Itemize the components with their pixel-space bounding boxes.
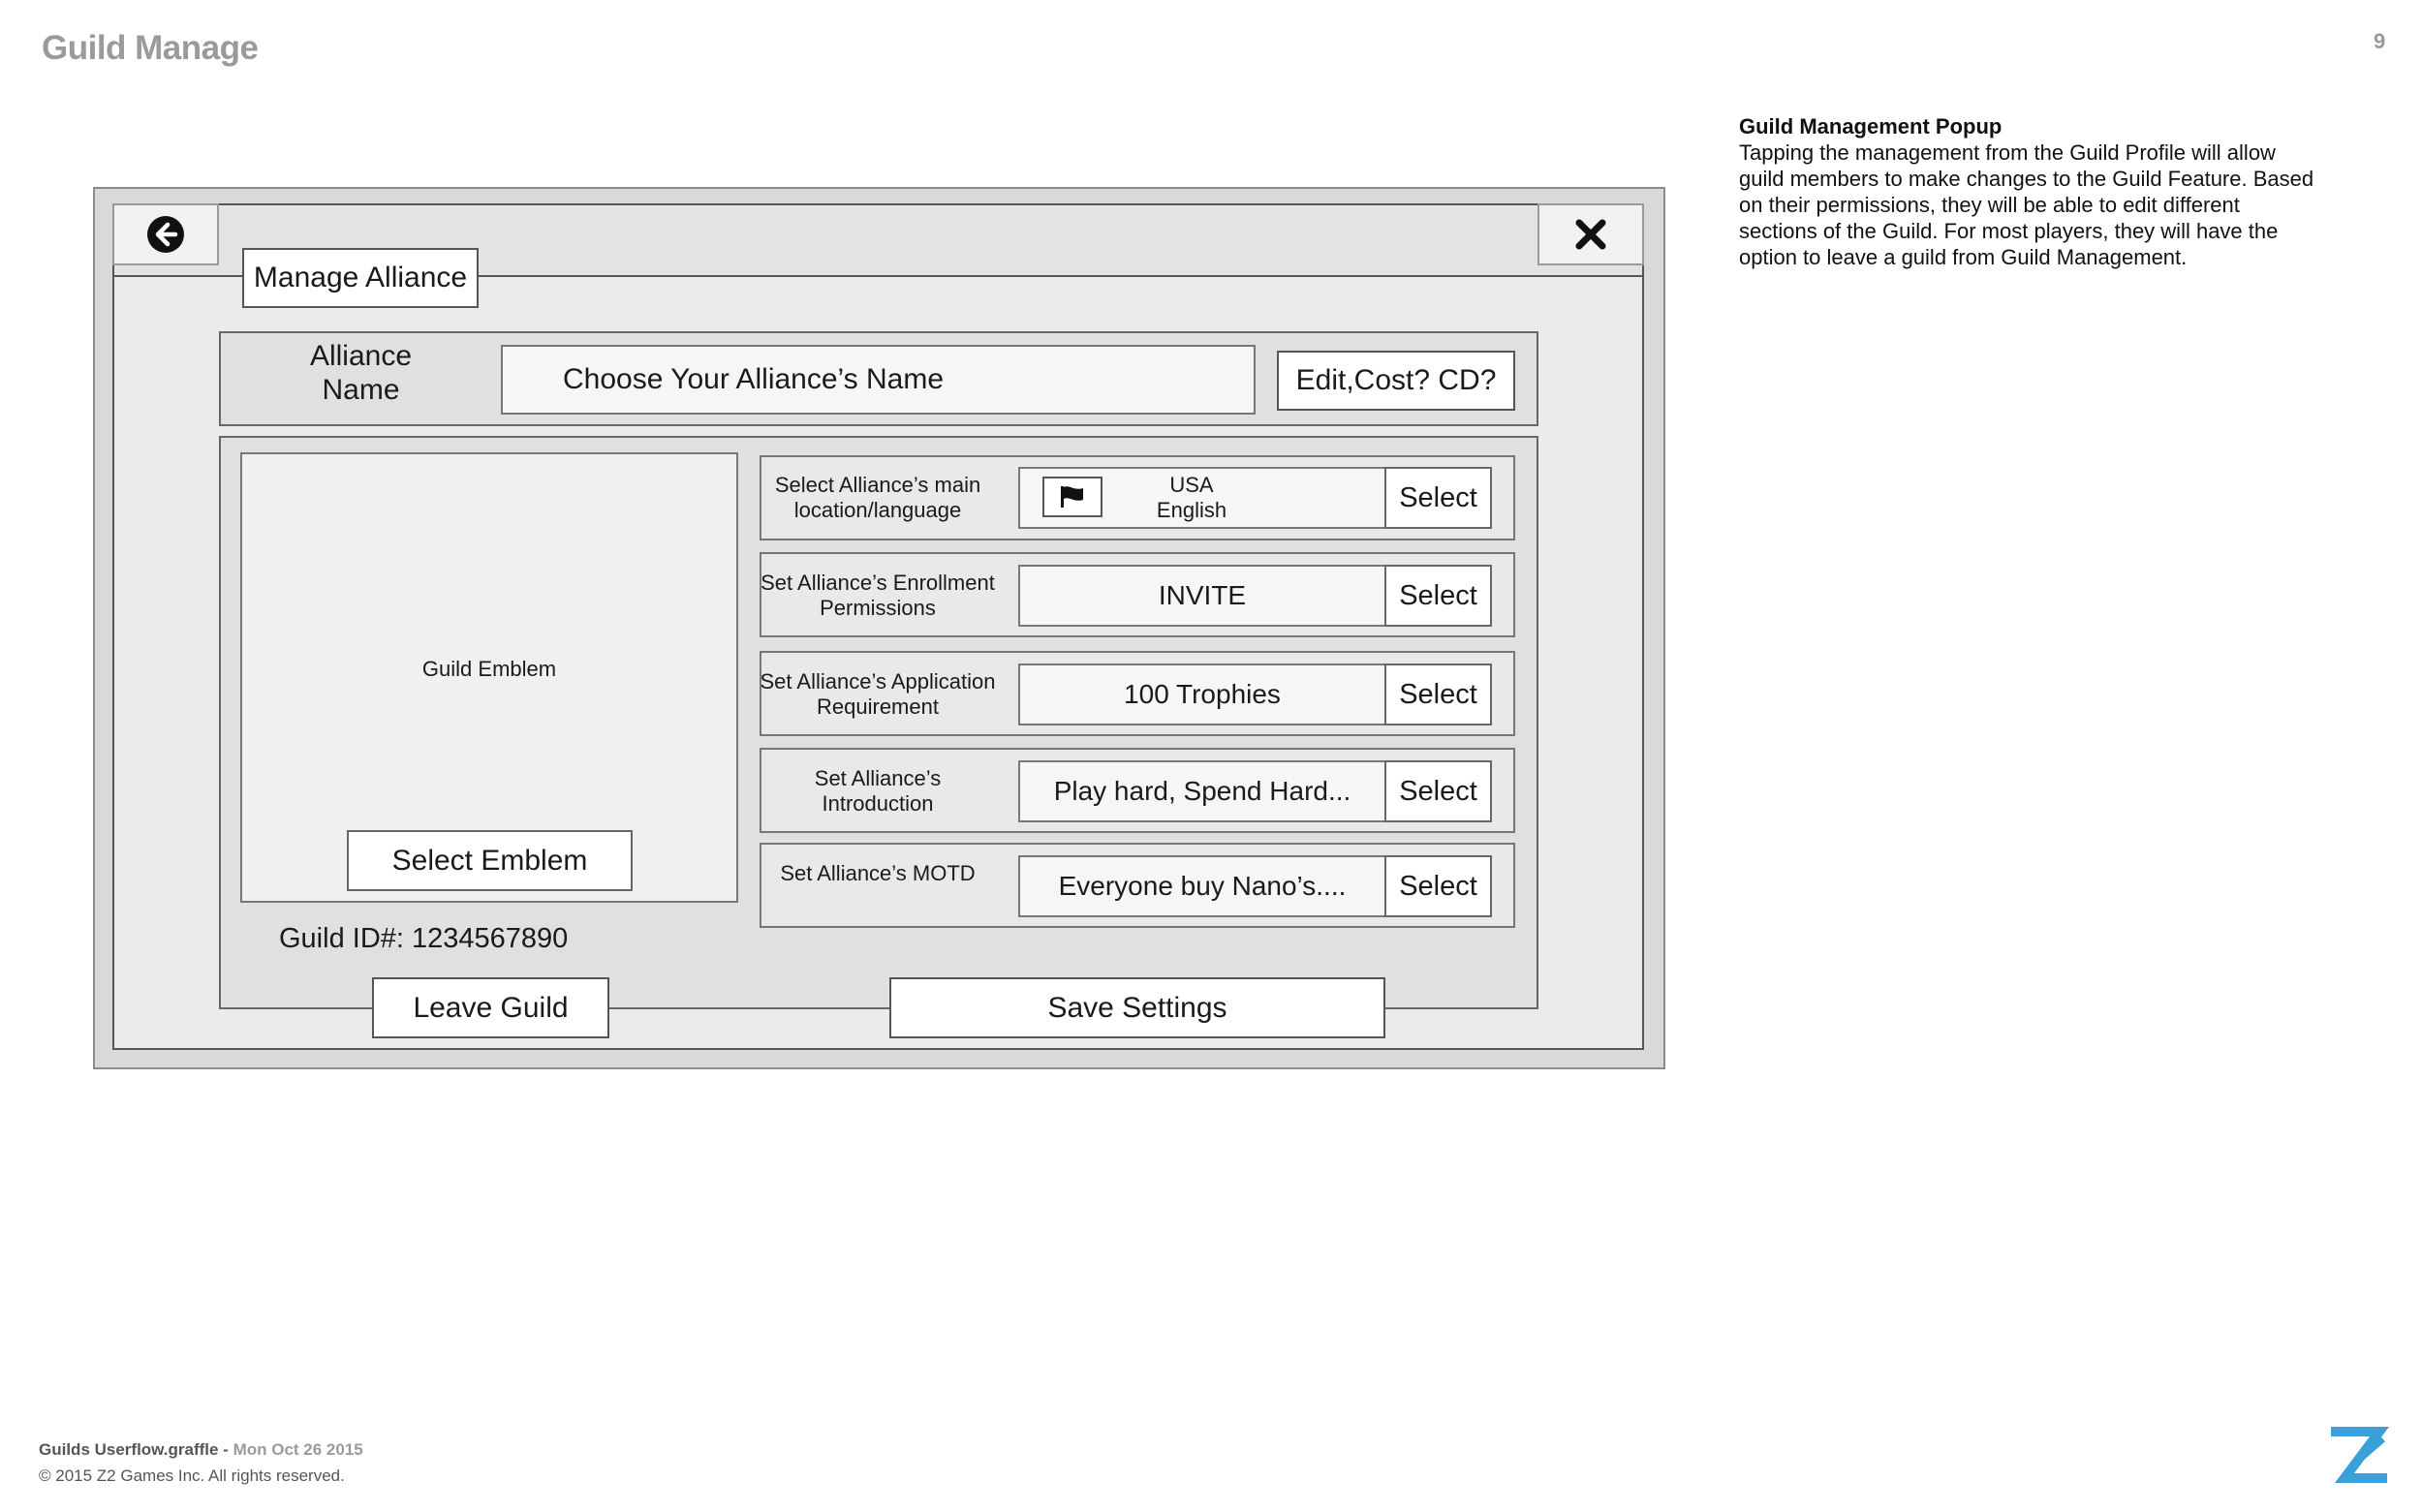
back-arrow-icon xyxy=(146,215,185,254)
setting-label-enrollment: Set Alliance’s Enrollment Permissions xyxy=(761,571,995,620)
select-requirement-button[interactable]: Select xyxy=(1384,663,1492,725)
flag-icon xyxy=(1042,477,1102,517)
location-country: USA xyxy=(1169,473,1214,497)
note-body: Tapping the management from the Guild Profile will allow guild members to make changes to the Guild Feature. Based on their permissions, they will be able to edit different sections of the Guild. For most players, they will have the option to leave a guild from Guild Management. xyxy=(1739,140,2314,269)
introduction-value-field[interactable]: Play hard, Spend Hard... xyxy=(1018,760,1386,822)
setting-label-introduction: Set Alliance’s Introduction xyxy=(814,766,942,816)
setting-label-motd: Set Alliance’s MOTD xyxy=(780,861,976,885)
select-enrollment-button[interactable]: Select xyxy=(1384,565,1492,627)
annotation-note xyxy=(1739,113,2320,270)
location-language: English xyxy=(1156,498,1227,522)
guild-emblem-label: Guild Emblem xyxy=(421,657,557,681)
select-motd-button[interactable]: Select xyxy=(1384,855,1492,917)
footer-copyright: © 2015 Z2 Games Inc. All rights reserved. xyxy=(39,1466,345,1485)
motd-value-field[interactable]: Everyone buy Nano’s.... xyxy=(1018,855,1386,917)
setting-label-location: Select Alliance’s main location/language xyxy=(774,473,981,522)
footer-file-name: Guilds Userflow.graffle - xyxy=(39,1440,229,1459)
back-button[interactable] xyxy=(112,203,219,265)
footer-date: Mon Oct 26 2015 xyxy=(233,1440,363,1459)
select-emblem-button[interactable]: Select Emblem xyxy=(347,830,633,891)
guild-id-text: Guild ID#: 1234567890 xyxy=(279,923,569,954)
footer-file-info xyxy=(39,1440,363,1460)
alliance-name-input[interactable]: Choose Your Alliance’s Name xyxy=(501,345,1256,415)
leave-guild-button[interactable]: Leave Guild xyxy=(372,977,609,1038)
edit-name-button[interactable]: Edit,Cost? CD? xyxy=(1277,351,1515,411)
setting-label-requirement: Set Alliance’s Application Requirement xyxy=(760,669,996,719)
location-value-text xyxy=(1104,473,1279,523)
requirement-value-field[interactable]: 100 Trophies xyxy=(1018,663,1386,725)
close-button[interactable] xyxy=(1537,203,1644,265)
save-settings-button[interactable]: Save Settings xyxy=(889,977,1385,1038)
page-number: 9 xyxy=(2374,29,2386,53)
select-introduction-button[interactable]: Select xyxy=(1384,760,1492,822)
close-x-icon xyxy=(1574,218,1607,251)
note-title: Guild Management Popup xyxy=(1739,114,2003,139)
tab-manage-alliance[interactable]: Manage Alliance xyxy=(242,248,479,308)
z2-logo-icon xyxy=(2325,1426,2393,1490)
flag-glyph-icon xyxy=(1058,484,1087,509)
page-title: Guild Manage xyxy=(42,29,259,67)
enrollment-value-field[interactable]: INVITE xyxy=(1018,565,1386,627)
alliance-name-label: Alliance Name xyxy=(309,340,413,406)
select-location-button[interactable]: Select xyxy=(1384,467,1492,529)
